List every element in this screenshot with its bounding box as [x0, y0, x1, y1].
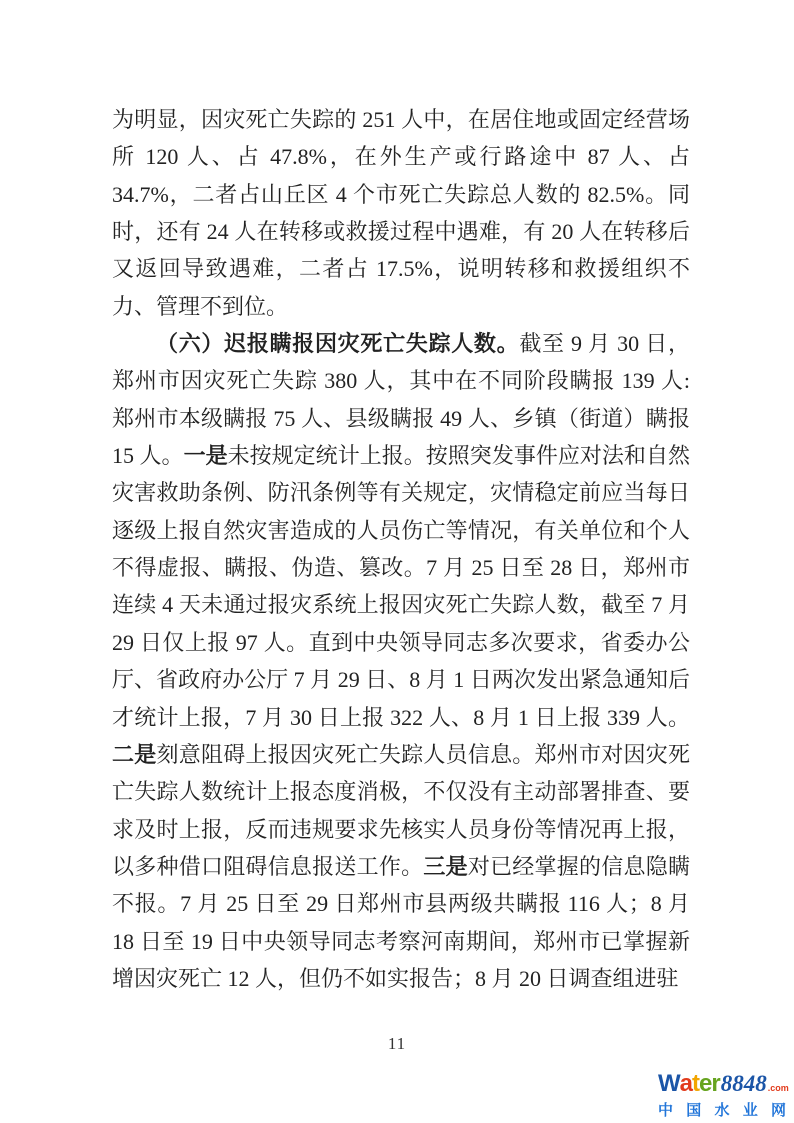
brand-tld-com: .com: [767, 1083, 789, 1093]
logo-subtitle: [658, 1102, 786, 1120]
logo-subtitle-char: 水: [714, 1102, 730, 1119]
brand-number-8848: 8848: [720, 1071, 767, 1096]
brand-letter-a: a: [679, 1070, 693, 1097]
water8848-logo: [658, 1070, 789, 1120]
section-6-point-1-label: 一是: [183, 443, 228, 469]
body-text-segment: 为明显，因灾死亡失踪的 251 人中，在居住地或固定经营场所 120 人、占 47.8%，在外生产或行路途中 87 人、占 34.7%，二者占山丘区 4 个市死亡失踪总人数的 82.5%。同时，还有 24 人在转移或救援过程中遇难，有 20 人在转移后又返回导致遇难，二者占 17.5%，说明转移和救援组织不力、管理不到位。: [112, 107, 690, 319]
section-6-point-3-text: 对已经掌握的信息隐瞒不报。7 月 25 日至 29 日郑州市县两级共瞒报 116 人；8 月 18 日至 19 日中央领导同志考察河南期间，郑州市已掌握新增因灾死亡 12 人，但仍不如实报告；8 月 20 日调查组进驻: [112, 853, 690, 991]
water8848-wordmark: [658, 1070, 789, 1100]
logo-subtitle-char: 网: [770, 1102, 786, 1119]
paragraph-section-6: [112, 325, 690, 997]
logo-subtitle-char: 中: [658, 1102, 674, 1119]
section-6-intro: 截至 9 月 30 日，郑州市因灾死亡失踪 380 人，其中在不同阶段瞒报 139 人:郑州市本级瞒报 75 人、县级瞒报 49 人、乡镇（街道）瞒报 15 人。: [112, 331, 690, 469]
logo-subtitle-char: 业: [742, 1102, 758, 1119]
section-6-heading: （六）迟报瞒报因灾死亡失踪人数。: [156, 331, 520, 357]
paragraph-continued: [112, 101, 690, 325]
section-6-point-1-text: 未按规定统计上报。按照突发事件应对法和自然灾害救助条例、防汛条例等有关规定，灾情稳定前应当每日逐级上报自然灾害造成的人员伤亡等情况，有关单位和个人不得虚报、瞒报、伪造、篡改。7 月 25 日至 28 日，郑州市连续 4 天未通过报灾系统上报因灾死亡失踪人数，截至 7 月 29 日仅上报 97 人。直到中央领导同志多次要求，省委办公厅、省政府办公厅 7 月 29 日、8 月 1 日两次发出紧急通知后才统计上报，7 月 30 日上报 322 人、8 月 1 日上报 339 人。: [112, 443, 690, 730]
section-6-point-3-label: 三是: [423, 853, 468, 879]
brand-letter-w: W: [658, 1070, 680, 1097]
logo-subtitle-char: 国: [686, 1102, 702, 1119]
document-body: [112, 101, 690, 997]
brand-letter-t: t: [692, 1070, 700, 1097]
page-number: 11: [387, 1034, 407, 1053]
section-6-point-2-text: 刻意阻碍上报因灾死亡失踪人员信息。郑州市对因灾死亡失踪人数统计上报态度消极，不仅没有主动部署排查、要求及时上报，反而违规要求先核实人员身份等情况再上报，以多种借口阻碍信息报送工作。: [112, 741, 690, 879]
brand-letter-r: r: [711, 1070, 720, 1097]
brand-letter-e: e: [699, 1070, 712, 1097]
section-6-point-2-label: 二是: [112, 741, 157, 767]
